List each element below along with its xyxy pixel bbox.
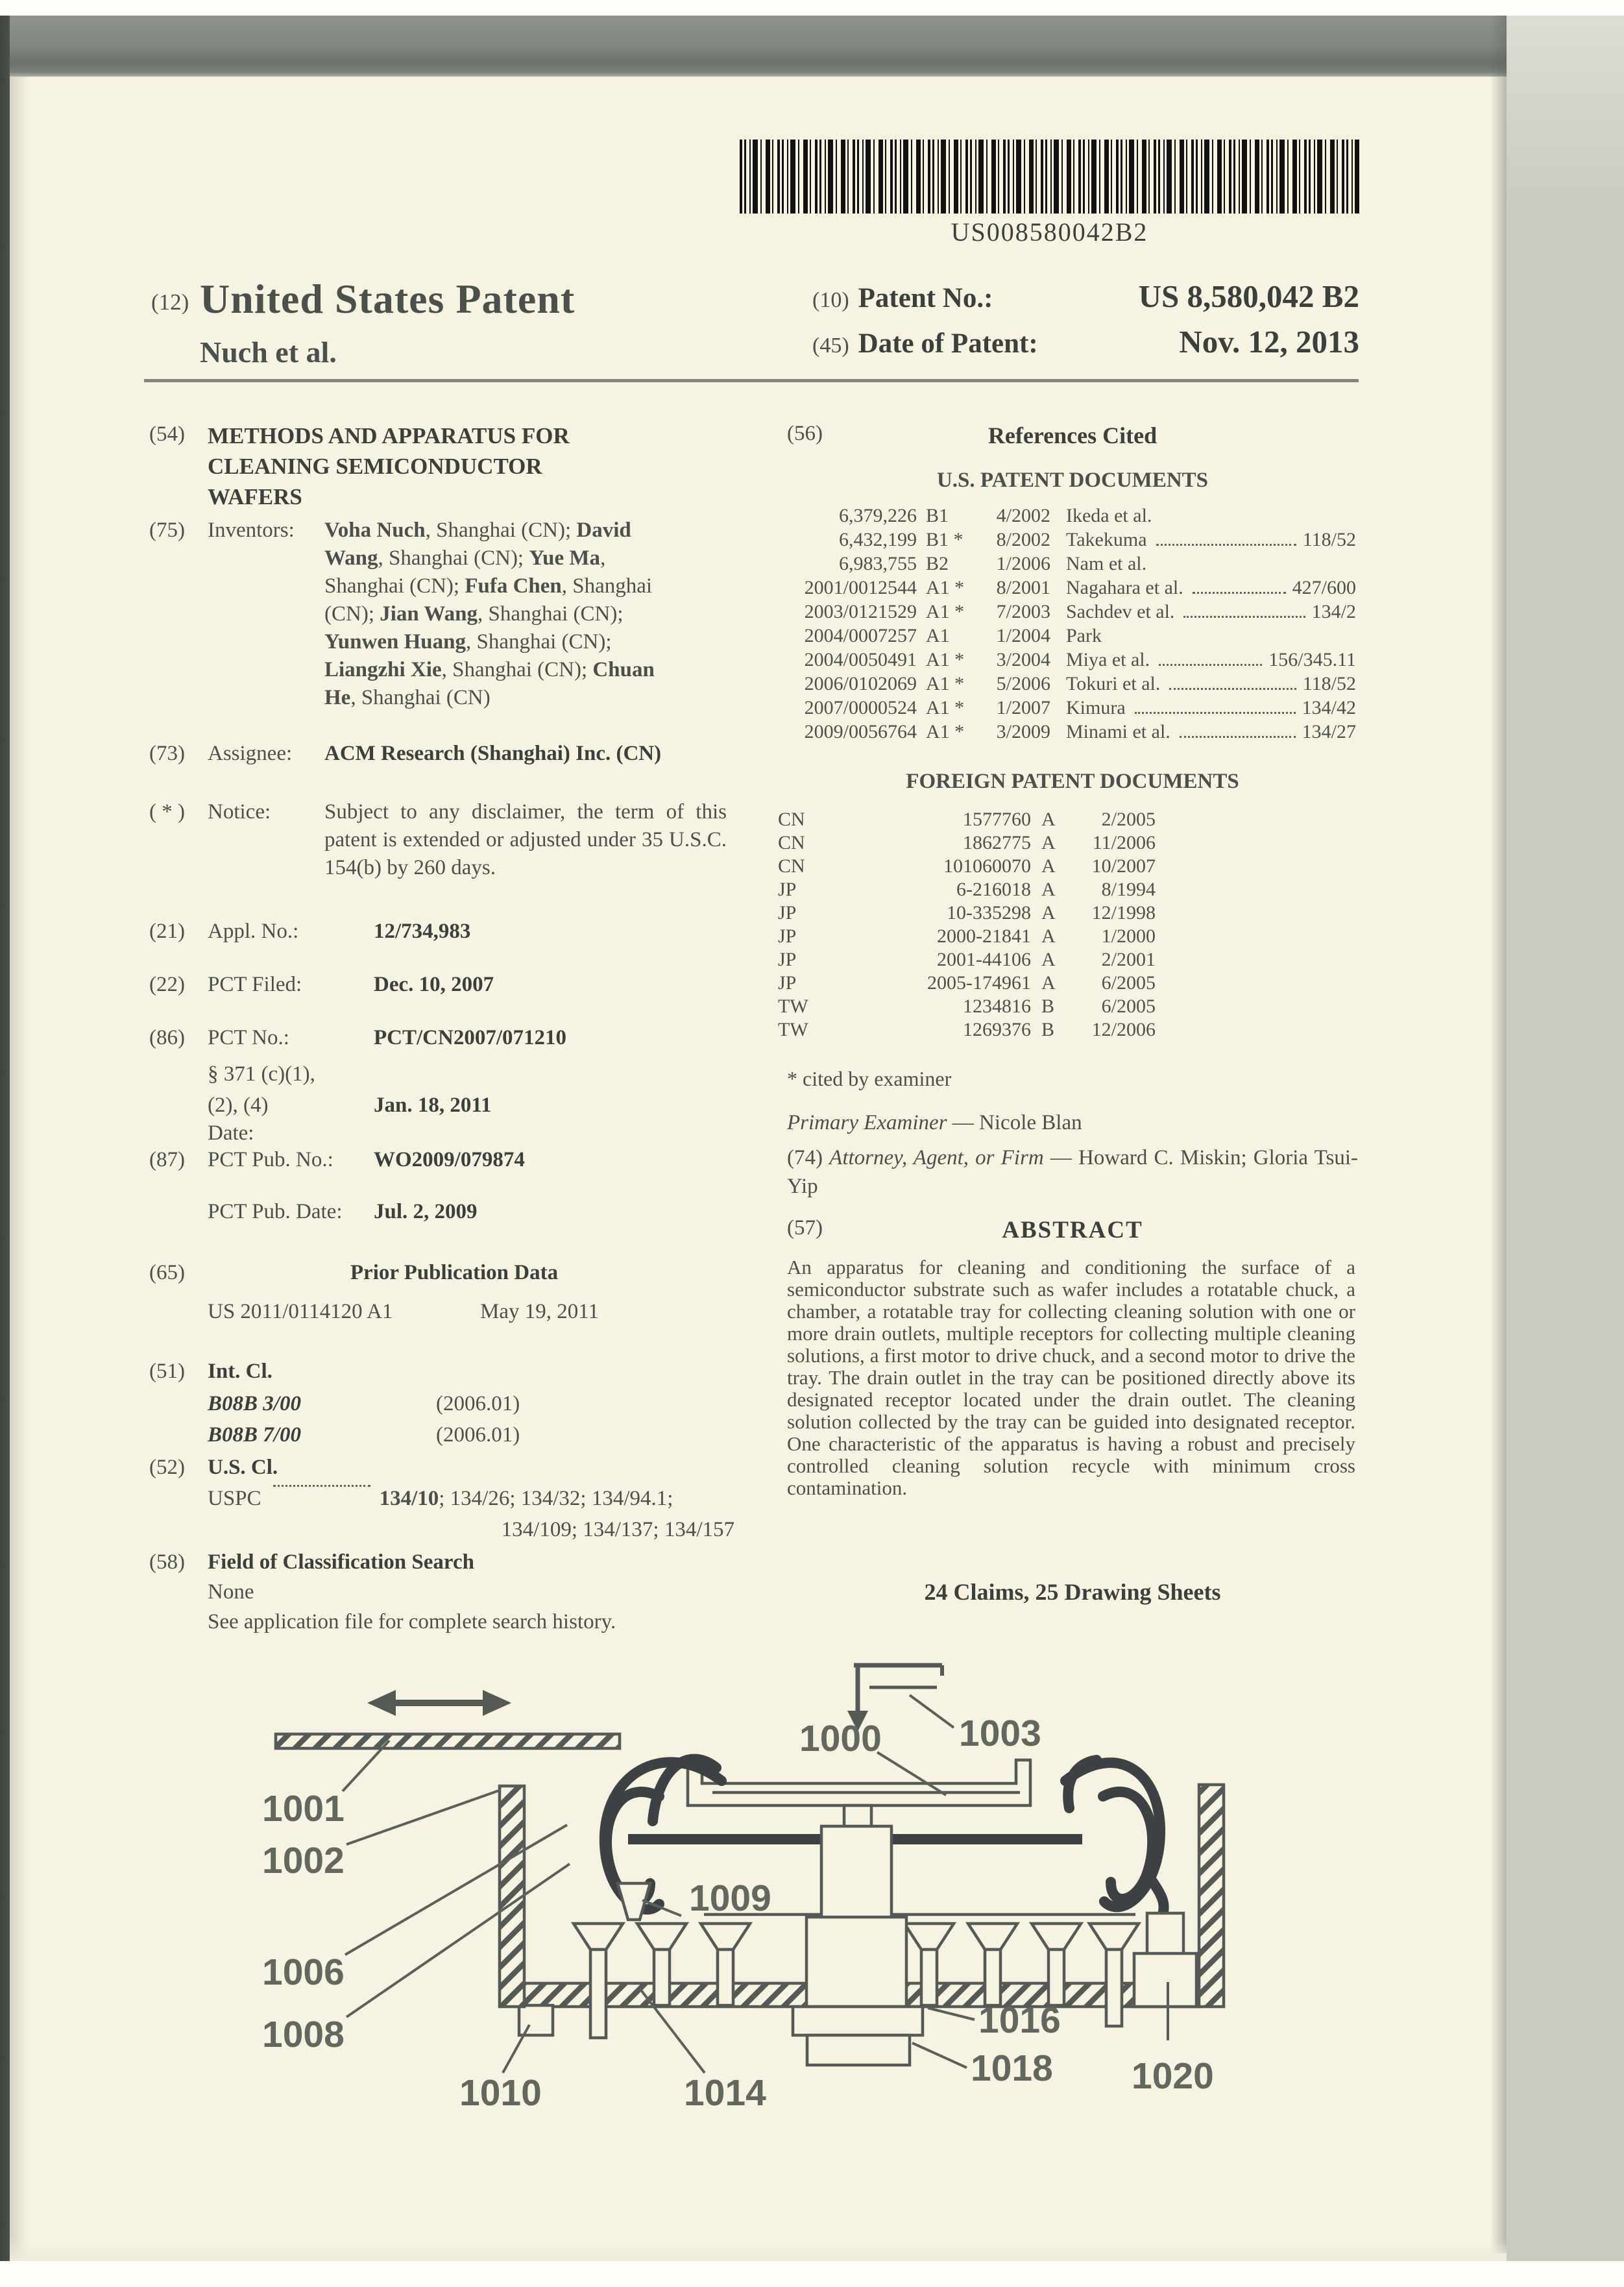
pct-filed-label: PCT Filed: (208, 973, 302, 996)
citation-number: 1234816 (963, 996, 1031, 1017)
citation-kind-code: A1 * (926, 673, 965, 694)
citation-name: Kimura (1066, 697, 1126, 718)
field-code-54: (54) (149, 422, 185, 446)
date-label: Date of Patent: (858, 328, 1038, 359)
pub-date-label: PCT Pub. Date: (208, 1200, 343, 1223)
citation-kind-code: A (1041, 855, 1056, 877)
citation-number: 2007/0000524 (804, 697, 917, 718)
citation-kind-code: B2 (926, 553, 949, 574)
citation-number: 10-335298 (947, 902, 1031, 923)
citation-number: 101060070 (943, 855, 1031, 877)
us-cl-label: U.S. Cl. (208, 1456, 278, 1479)
citation-kind-code: A (1041, 972, 1056, 994)
refs-cited-heading: References Cited (988, 422, 1157, 448)
kind-code-number: (12) (151, 289, 189, 315)
label-1020: 1020 (1132, 2055, 1214, 2097)
appl-no-label: Appl. No.: (208, 920, 299, 943)
date-value: Nov. 12, 2013 (1179, 324, 1359, 360)
citation-date: 1/2004 (996, 625, 1050, 646)
pub-date-value: Jul. 2, 2009 (374, 1200, 478, 1223)
us-patents-heading: U.S. PATENT DOCUMENTS (936, 469, 1209, 492)
citation-date: 12/1998 (1091, 902, 1156, 923)
citation-kind-code: A (1041, 809, 1056, 830)
field-code-22: (22) (149, 973, 185, 996)
citation-date: 7/2003 (996, 601, 1050, 622)
center-motor-column (793, 1826, 923, 2065)
citation-number: 2006/0102069 (804, 673, 917, 694)
citation-class: 427/600 (1292, 577, 1356, 598)
citation-date: 1/2007 (996, 697, 1050, 718)
label-1010: 1010 (459, 2072, 542, 2114)
field-code-51: (51) (149, 1360, 185, 1383)
citation-date: 1/2006 (996, 553, 1050, 574)
cited-by-examiner-note: * cited by examiner (787, 1067, 952, 1090)
drain-notch-1010 (519, 2005, 553, 2035)
attorney-value: — Howard C. Miskin; Gloria Tsui-Yip (787, 1146, 1359, 1198)
label-1000: 1000 (799, 1718, 882, 1759)
citation-kind-code: A1 * (926, 721, 965, 742)
sec-371-line1: § 371 (c)(1), (208, 1062, 315, 1086)
citation-number: 6,379,226 (839, 505, 917, 526)
citation-name: Nam et al. (1066, 553, 1147, 574)
field-code-65: (65) (149, 1261, 185, 1284)
citation-date: 8/2001 (996, 577, 1050, 598)
citation-number: 2004/0007257 (804, 625, 917, 646)
citation-kind-code: A (1041, 925, 1056, 947)
citation-kind-code: B (1041, 996, 1055, 1017)
label-1006: 1006 (262, 1951, 345, 1993)
citation-number: 1577760 (963, 809, 1031, 830)
notice-text: Subject to any disclaimer, the term of this patent is extended or adjusted under 35 U.S.C. 154(b) by 260 days. (324, 800, 727, 879)
citation-country: TW (778, 996, 808, 1017)
citation-date: 6/2005 (1101, 996, 1156, 1017)
top-plate-1001 (276, 1734, 620, 1748)
label-1002: 1002 (262, 1840, 345, 1881)
citation-number: 6-216018 (956, 879, 1031, 900)
citation-date: 5/2006 (996, 673, 1050, 694)
abstract-text: An apparatus for cleaning and conditioning the surface of a semiconductor substrate such as wafer includes a rotatable chuck, a chamber, a rotatable tray for collecting cleaning solution with one or more drain outlets, multiple receptors for collecting multiple cleaning solutions, a first motor to drive chuck, and a second motor to drive the tray. The drain outlet in the tray can be positioned directly above its designated receptor located under the drain outlet. The cleaning solution collected by the tray can be guided into designated receptor. One characteristic of the apparatus is having a robust and precisely controlled cleaning solution recycle with minimum cross contamination. (787, 1256, 1355, 1499)
wafer-chuck-1000 (688, 1760, 1030, 1805)
motor-box-1018 (807, 2035, 910, 2065)
citation-class: 134/42 (1302, 697, 1356, 718)
citation-kind-code: B (1041, 1019, 1055, 1040)
inventor-name: Jian Wang (380, 602, 478, 626)
patent-no-value: US 8,580,042 B2 (1138, 278, 1359, 314)
citation-country: JP (778, 949, 797, 970)
prior-pub-date: May 19, 2011 (480, 1300, 600, 1323)
sec-371-line2: (2), (4) Date: (208, 1094, 269, 1145)
citation-name: Minami et al. (1066, 721, 1170, 742)
citation-date: 3/2009 (996, 721, 1050, 742)
citation-number: 2001/0012544 (804, 577, 917, 598)
citation-date: 1/2000 (1101, 925, 1156, 947)
prior-pub-number: US 2011/0114120 A1 (208, 1300, 393, 1323)
inventors-list: Voha Nuch, Shanghai (CN); David Wang, Shanghai (CN); Yue Ma, Shanghai (CN); Fufa Chen, Shanghai (CN); Jian Wang, Shanghai (CN); Yunwen Huang, Shanghai (CN); Liangzhi Xie, Shanghai (CN); Chuan He, Shanghai (CN) (324, 519, 655, 709)
label-1016: 1016 (978, 2000, 1061, 2041)
citation-name: Ikeda et al. (1066, 505, 1152, 526)
uspc-primary-class: 134/10 (379, 1487, 439, 1510)
citation-date: 10/2007 (1091, 855, 1156, 877)
citation-kind-code: A (1041, 832, 1056, 853)
citation-class: 134/27 (1302, 721, 1356, 742)
citation-kind-code: A1 * (926, 697, 965, 718)
pct-no-label: PCT No.: (208, 1026, 289, 1049)
citation-country: JP (778, 879, 797, 900)
inventor-name: Fufa Chen (465, 574, 562, 598)
int-cl-ver-1: (2006.01) (436, 1392, 520, 1415)
field-code-87: (87) (149, 1148, 185, 1171)
citation-number: 6,983,755 (839, 553, 917, 574)
label-1018: 1018 (971, 2048, 1053, 2089)
document-type-title: United States Patent (200, 276, 576, 322)
citation-kind-code: A1 * (926, 601, 965, 622)
citation-class: 118/52 (1302, 529, 1356, 550)
notice-label: Notice: (208, 800, 271, 824)
invention-title: METHODS AND APPARATUS FOR CLEANING SEMICONDUCTOR WAFERS (208, 423, 570, 509)
int-cl-code-2: B08B 7/00 (208, 1423, 301, 1447)
chamber-wall-right (1199, 1785, 1224, 2007)
citation-number: 1269376 (963, 1019, 1031, 1040)
citation-date: 6/2005 (1101, 972, 1156, 994)
inventor-name: Chuan He (324, 658, 655, 709)
inventor-name: Yue Ma (529, 546, 601, 570)
horizontal-motion-arrow (367, 1690, 511, 1716)
field-code-52: (52) (149, 1456, 185, 1479)
field-search-label: Field of Classification Search (208, 1550, 474, 1574)
prior-pub-heading: Prior Publication Data (350, 1261, 559, 1284)
field-code-21: (21) (149, 920, 185, 943)
citation-country: CN (778, 855, 805, 877)
right-nozzle-block-1020 (1134, 1913, 1196, 2007)
citation-country: JP (778, 902, 797, 923)
citation-kind-code: A (1041, 902, 1056, 923)
attorney-label: Attorney, Agent, or Firm (829, 1146, 1044, 1169)
patent-no-field-code: (10) (812, 288, 849, 312)
label-1003: 1003 (959, 1713, 1041, 1754)
int-cl-code-1: B08B 3/00 (208, 1392, 301, 1415)
citation-number: 2003/0121529 (804, 601, 917, 622)
assignee-value: ACM Research (Shanghai) Inc. (CN) (324, 742, 662, 765)
field-code-56: (56) (787, 422, 823, 445)
citation-name: Miya et al. (1066, 649, 1150, 670)
citation-date: 2/2005 (1101, 809, 1156, 830)
citation-date: 12/2006 (1091, 1019, 1156, 1040)
field-code-notice: ( * ) (149, 800, 185, 824)
inventor-name: Liangzhi Xie (324, 658, 442, 681)
label-1008: 1008 (262, 2014, 345, 2055)
citation-number: 2005-174961 (927, 972, 1031, 994)
sec-371-date: Jan. 18, 2011 (374, 1094, 492, 1117)
label-1009: 1009 (689, 1877, 771, 1919)
citation-date: 11/2006 (1092, 832, 1156, 853)
citation-number: 2000-21841 (937, 925, 1031, 947)
barcode-number: US008580042B2 (951, 217, 1148, 247)
primary-examiner-value: — Nicole Blan (952, 1111, 1082, 1134)
citation-number: 6,432,199 (839, 529, 917, 550)
pct-filed-value: Dec. 10, 2007 (374, 973, 494, 996)
citation-country: CN (778, 832, 805, 853)
citation-number: 2004/0050491 (804, 649, 917, 670)
citation-name: Nagahara et al. (1066, 577, 1183, 598)
citation-number: 2001-44106 (937, 949, 1031, 970)
label-1014: 1014 (684, 2072, 766, 2114)
motor-box-1016 (793, 2007, 923, 2035)
uspc-label: USPC (208, 1487, 261, 1510)
field-code-58: (58) (149, 1550, 185, 1574)
appl-no-value: 12/734,983 (374, 920, 471, 943)
field-code-74: (74) (787, 1146, 823, 1169)
inventor-name: David Wang (324, 519, 631, 570)
citation-country: JP (778, 925, 797, 947)
citation-date: 8/1994 (1101, 879, 1156, 900)
field-search-note: See application file for complete search history. (208, 1610, 616, 1633)
citation-number: 2009/0056764 (804, 721, 917, 742)
chuck-shaft (844, 1805, 871, 1828)
citation-country: TW (778, 1019, 808, 1040)
uspc-classes-line2: 134/109; 134/137; 134/157 (501, 1518, 734, 1541)
inventor-name: Yunwen Huang (324, 630, 466, 654)
pub-no-label: PCT Pub. No.: (208, 1148, 333, 1171)
citation-date: 3/2004 (996, 649, 1050, 670)
label-1001: 1001 (262, 1788, 345, 1829)
inventors-label: Inventors: (208, 519, 295, 542)
int-cl-ver-2: (2006.01) (436, 1423, 520, 1447)
int-cl-label: Int. Cl. (208, 1360, 273, 1383)
claims-summary-line: 24 Claims, 25 Drawing Sheets (924, 1579, 1221, 1605)
citation-kind-code: A1 * (926, 649, 965, 670)
first-inventor-name: Nuch et al. (200, 336, 337, 369)
citation-country: JP (778, 972, 797, 994)
citation-country: CN (778, 809, 805, 830)
citation-kind-code: A (1041, 949, 1056, 970)
citation-class: 118/52 (1302, 673, 1356, 694)
citation-class: 134/2 (1311, 601, 1356, 622)
citation-number: 1862775 (963, 832, 1031, 853)
assignee-label: Assignee: (208, 742, 293, 765)
citation-date: 8/2002 (996, 529, 1050, 550)
field-search-value: None (208, 1580, 254, 1604)
patent-no-label: Patent No.: (858, 283, 993, 313)
citation-class: 156/345.11 (1268, 649, 1356, 670)
field-code-75: (75) (149, 519, 185, 542)
uspc-secondary-classes: ; 134/26; 134/32; 134/94.1; (439, 1487, 673, 1510)
field-code-57: (57) (787, 1216, 823, 1240)
foreign-patents-heading: FOREIGN PATENT DOCUMENTS (906, 770, 1239, 793)
date-field-code: (45) (812, 334, 849, 358)
citation-kind-code: A1 * (926, 577, 965, 598)
citation-name: Takekuma (1066, 529, 1147, 550)
pct-no-value: PCT/CN2007/071210 (374, 1026, 566, 1049)
citation-name: Sachdev et al. (1066, 601, 1175, 622)
citation-name: Tokuri et al. (1066, 673, 1161, 694)
field-code-86: (86) (149, 1026, 185, 1049)
pub-no-value: WO2009/079874 (374, 1148, 525, 1171)
citation-date: 2/2001 (1101, 949, 1156, 970)
citation-kind-code: B1 (926, 505, 949, 526)
citation-kind-code: A1 (926, 625, 950, 646)
abstract-heading: ABSTRACT (1002, 1217, 1143, 1243)
citation-name: Park (1066, 625, 1102, 646)
primary-examiner-label: Primary Examiner (787, 1111, 947, 1134)
citation-kind-code: B1 * (926, 529, 963, 550)
field-code-73: (73) (149, 742, 185, 765)
citation-kind-code: A (1041, 879, 1056, 900)
inventor-name: Voha Nuch (324, 519, 426, 542)
citation-date: 4/2002 (996, 505, 1050, 526)
